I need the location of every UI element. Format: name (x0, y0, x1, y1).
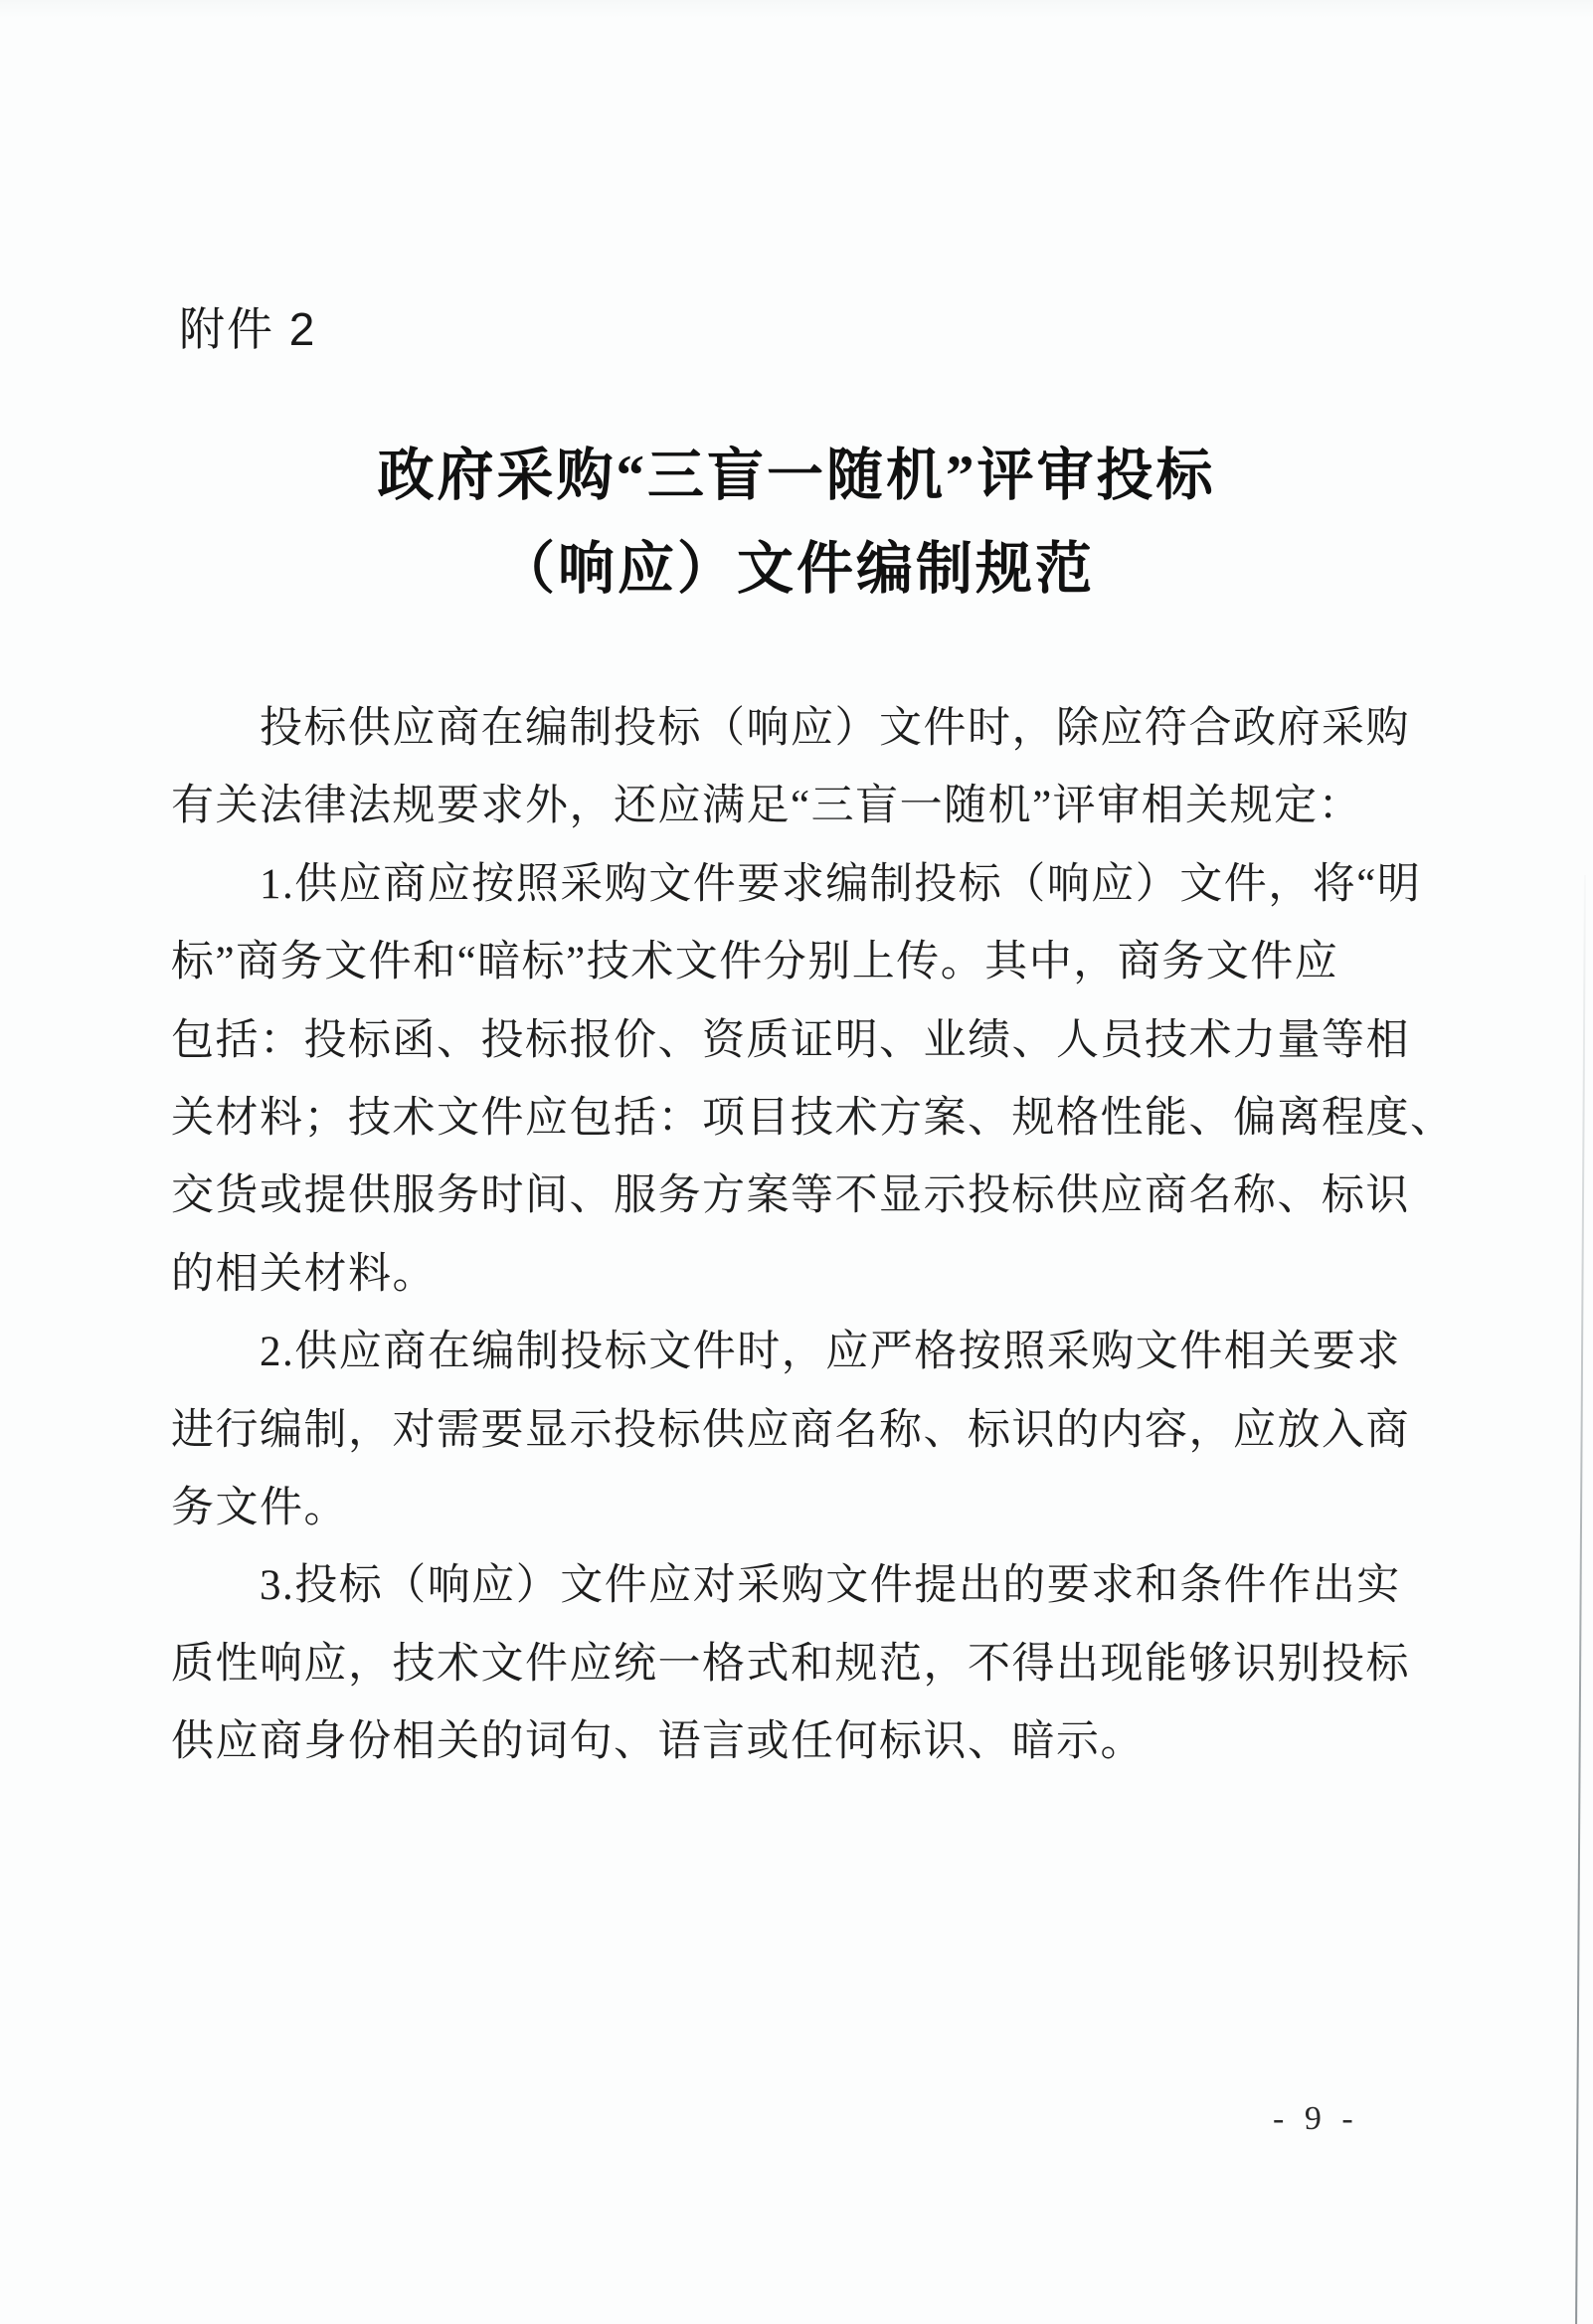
body-line: 包括：投标函、投标报价、资质证明、业绩、人员技术力量等相 (171, 1016, 1410, 1064)
body-line: 1.供应商应按照采购文件要求编制投标（响应）文件，将“明 (260, 860, 1422, 908)
document-title-line-1: 政府采购“三盲一随机”评审投标 (377, 445, 1216, 507)
document-title (0, 430, 1593, 617)
page-number: - 9 - (1273, 2100, 1359, 2137)
body-line: 3.投标（响应）文件应对采购文件提出的要求和条件作出实 (260, 1562, 1401, 1610)
attachment-label: 附件 2 (179, 303, 317, 355)
body-line: 的相关材料。 (171, 1250, 437, 1298)
body-line: 进行编制，对需要显示投标供应商名称、标识的内容，应放入商 (171, 1406, 1410, 1454)
body-line: 质性响应，技术文件应统一格式和规范，不得出现能够识别投标 (171, 1640, 1410, 1688)
body-line: 关材料；技术文件应包括：项目技术方案、规格性能、偏离程度、 (171, 1094, 1455, 1142)
body-line: 标”商务文件和“暗标”技术文件分别上传。其中，商务文件应 (171, 939, 1339, 986)
body-line: 投标供应商在编制投标（响应）文件时，除应符合政府采购 (260, 705, 1410, 752)
document-body (171, 690, 1454, 1781)
body-line: 供应商身份相关的词句、语言或任何标识、暗示。 (171, 1718, 1145, 1766)
document-title-line-2: （响应）文件编制规范 (498, 538, 1095, 601)
body-line: 交货或提供服务时间、服务方案等不显示投标供应商名称、标识 (171, 1172, 1410, 1220)
body-line: 务文件。 (171, 1484, 348, 1531)
body-line: 2.供应商在编制投标文件时，应严格按照采购文件相关要求 (260, 1329, 1401, 1376)
body-line: 有关法律法规要求外，还应满足“三盲一随机”评审相关规定： (171, 783, 1363, 830)
scan-edge-artifact (1575, 875, 1586, 2324)
